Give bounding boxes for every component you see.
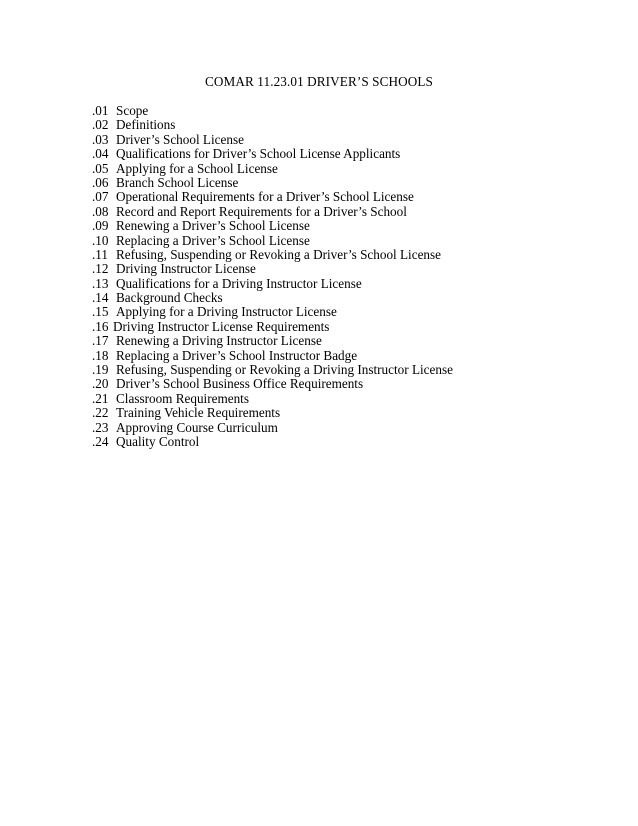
- section-item: [92, 262, 453, 276]
- section-number: .16: [92, 318, 109, 334]
- section-item: [92, 248, 453, 262]
- section-title: Driver’s School Business Office Requirements: [116, 376, 364, 392]
- section-title: Renewing a Driver’s School License: [116, 218, 310, 234]
- section-item: [92, 377, 453, 391]
- section-item: [92, 205, 453, 219]
- section-title: Qualifications for Driver’s School License Applicants: [116, 146, 401, 162]
- section-number: .15: [92, 304, 109, 320]
- section-title: Driving Instructor License Requirements: [113, 318, 330, 334]
- section-title: Operational Requirements for a Driver’s School License: [116, 189, 414, 205]
- section-item: [92, 234, 453, 248]
- section-item: [92, 392, 453, 406]
- document-title: COMAR 11.23.01 DRIVER’S SCHOOLS: [205, 74, 433, 89]
- section-number: .24: [92, 433, 109, 449]
- section-number: .08: [92, 203, 109, 219]
- section-title: Refusing, Suspending or Revoking a Driving Instructor License: [116, 362, 453, 378]
- section-item: [92, 291, 453, 305]
- section-title: Driving Instructor License: [116, 261, 256, 277]
- section-number: .14: [92, 290, 109, 306]
- section-number: .05: [92, 160, 109, 176]
- section-number: .01: [92, 103, 109, 118]
- section-title: Applying for a School License: [116, 160, 278, 176]
- section-title: Refusing, Suspending or Revoking a Driver’s School License: [116, 246, 441, 262]
- section-item: [92, 162, 453, 176]
- section-number: .04: [92, 146, 109, 162]
- section-item: [92, 334, 453, 348]
- section-item: [92, 421, 453, 435]
- section-item: [92, 363, 453, 377]
- section-title: Replacing a Driver’s School License: [116, 232, 310, 248]
- section-title: Applying for a Driving Instructor License: [116, 304, 337, 320]
- section-number: .21: [92, 390, 109, 406]
- section-number: .13: [92, 275, 109, 291]
- section-item: [92, 320, 453, 334]
- section-title: Quality Control: [116, 433, 200, 449]
- section-number: .20: [92, 376, 109, 392]
- section-number: .12: [92, 261, 109, 277]
- section-number: .06: [92, 174, 109, 190]
- section-item: [92, 133, 453, 147]
- section-number: .18: [92, 347, 109, 363]
- section-title: Renewing a Driving Instructor License: [116, 333, 322, 349]
- section-item: [92, 147, 453, 161]
- section-item: [92, 305, 453, 319]
- section-item: [92, 435, 453, 449]
- section-item: [92, 118, 453, 132]
- section-number: .09: [92, 218, 109, 234]
- section-title: Branch School License: [116, 174, 239, 190]
- section-number: .03: [92, 131, 109, 147]
- section-item: [92, 349, 453, 363]
- section-title: Qualifications for a Driving Instructor License: [116, 275, 362, 291]
- section-title: Driver’s School License: [116, 131, 244, 147]
- section-number: .11: [92, 246, 108, 262]
- section-title: Training Vehicle Requirements: [116, 405, 281, 421]
- section-number: .10: [92, 232, 109, 248]
- section-title: Record and Report Requirements for a Driver’s School: [116, 203, 407, 219]
- section-item: [92, 406, 453, 420]
- section-item: [92, 277, 453, 291]
- section-number: .07: [92, 189, 109, 205]
- section-item: [92, 104, 453, 118]
- section-item: [92, 219, 453, 233]
- section-title: Classroom Requirements: [116, 390, 249, 406]
- section-number: .23: [92, 419, 109, 435]
- section-number: .19: [92, 362, 109, 378]
- section-title: Scope: [116, 103, 149, 118]
- section-title: Approving Course Curriculum: [116, 419, 278, 435]
- section-list: [92, 104, 453, 449]
- section-title: Definitions: [116, 117, 176, 133]
- section-item: [92, 190, 453, 204]
- section-title: Background Checks: [116, 290, 223, 306]
- section-title: Replacing a Driver’s School Instructor Badge: [116, 347, 358, 363]
- section-item: [92, 176, 453, 190]
- section-number: .02: [92, 117, 109, 133]
- section-number: .17: [92, 333, 109, 349]
- section-number: .22: [92, 405, 109, 421]
